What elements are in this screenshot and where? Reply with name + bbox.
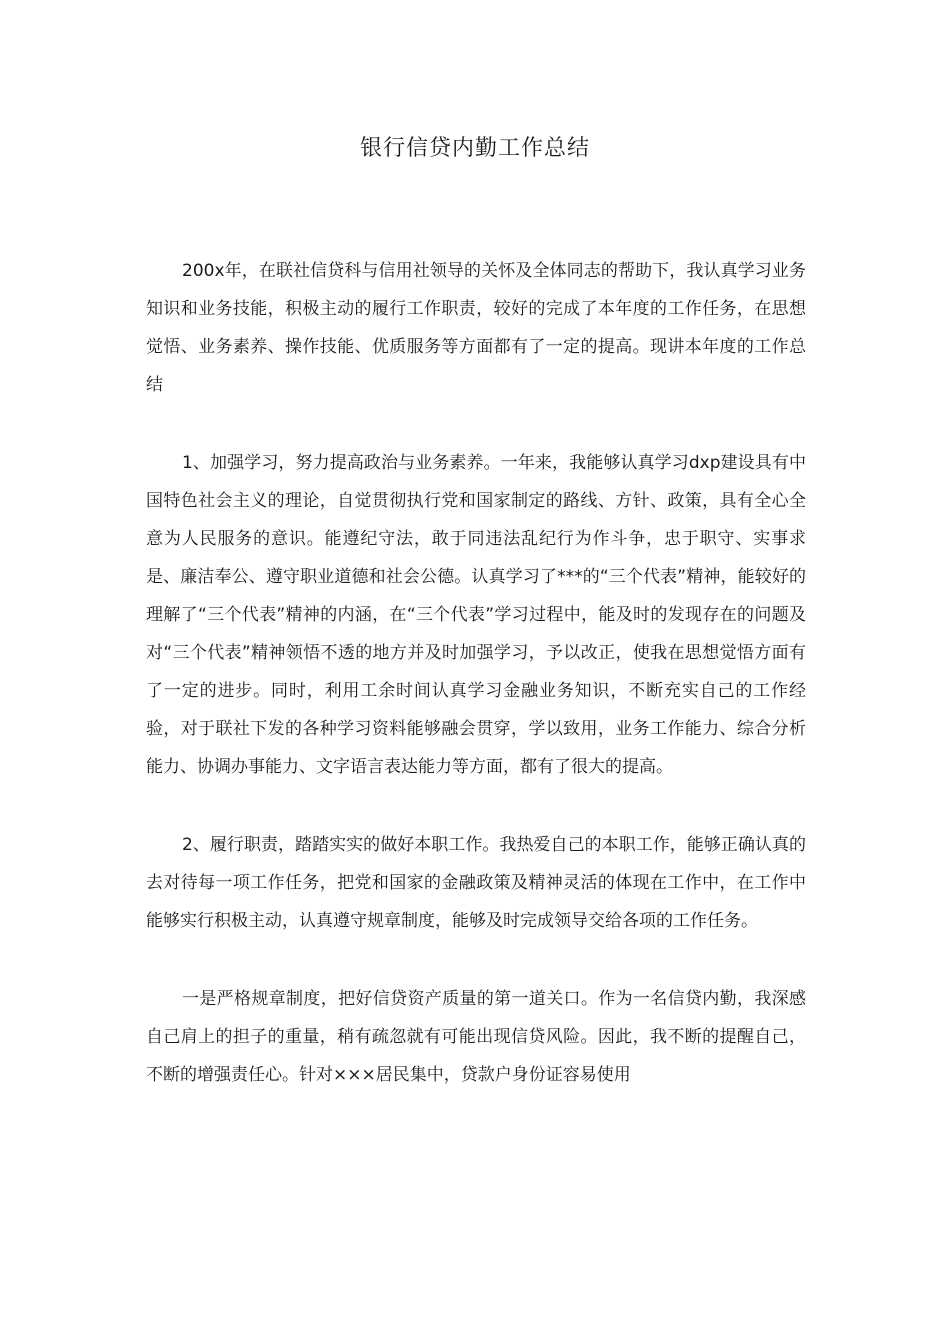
paragraph-intro: 200x年，在联社信贷科与信用社领导的关怀及全体同志的帮助下，我认真学习业务知识和业务技能，积极主动的履行工作职责，较好的完成了本年度的工作任务，在思想觉悟、业务素养、操作技能、优质服务等方面都有了一定的提高。现讲本年度的工作总结 (146, 261, 806, 395)
paragraph-regulations: 一是严格规章制度，把好信贷资产质量的第一道关口。作为一名信贷内勤，我深感自己肩上的担子的重量，稍有疏忽就有可能出现信贷风险。因此，我不断的提醒自己，不断的增强责任心。针对×××居民集中，贷款户身份证容易使用 (146, 989, 806, 1085)
paragraph-study: 1、加强学习，努力提高政治与业务素养。一年来，我能够认真学习dxp建设具有中国特色社会主义的理论，自觉贯彻执行党和国家制定的路线、方针、政策，具有全心全意为人民服务的意识。能遵纪守法，敢于同违法乱纪行为作斗争，忠于职守、实事求是、廉洁奉公、遵守职业道德和社会公德。认真学习了***的“三个代表”精神，能较好的理解了“三个代表”精神的内涵，在“三个代表”学习过程中，能及时的发现存在的问题及对“三个代表”精神领悟不透的地方并及时加强学习，予以改正，使我在思想觉悟方面有了一定的进步。同时，利用工余时间认真学习金融业务知识，不断充实自己的工作经验，对于联社下发的各种学习资料能够融会贯穿，学以致用，业务工作能力、综合分析能力、协调办事能力、文字语言表达能力等方面，都有了很大的提高。 (146, 453, 806, 777)
document-body (146, 252, 806, 1134)
paragraph-duties: 2、履行职责，踏踏实实的做好本职工作。我热爱自己的本职工作，能够正确认真的去对待每一项工作任务，把党和国家的金融政策及精神灵活的体现在工作中，在工作中能够实行积极主动，认真遵守规章制度，能够及时完成领导交给各项的工作任务。 (146, 835, 806, 931)
document-title: 银行信贷内勤工作总结 (359, 136, 590, 161)
